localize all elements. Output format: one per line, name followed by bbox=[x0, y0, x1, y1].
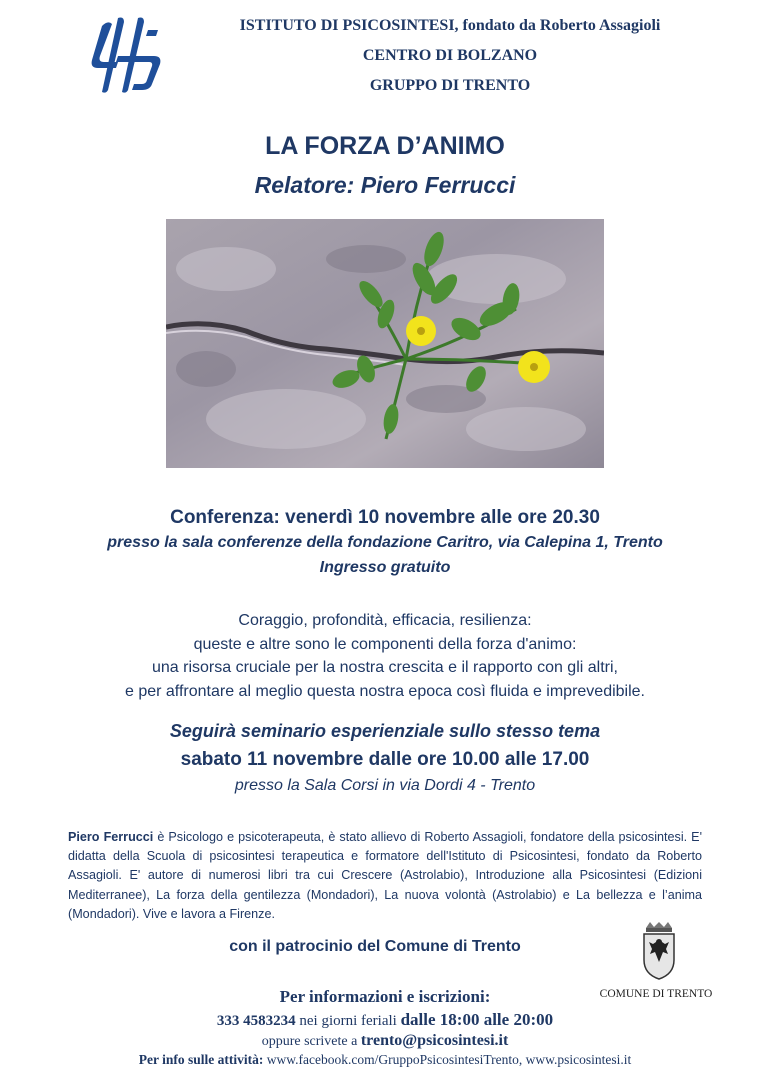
info-email-line bbox=[0, 1032, 770, 1050]
event-description bbox=[0, 609, 770, 703]
description-line: e per affrontare al meglio questa nostra epoca così fluida e imprevedibile. bbox=[124, 682, 645, 700]
web-links[interactable]: www.facebook.com/GruppoPsicosintesiTrento, www.psicosintesi.it bbox=[263, 1052, 632, 1067]
header-institute: ISTITUTO DI PSICOSINTESI, fondato da Roberto Assagioli bbox=[239, 17, 661, 34]
phone-number[interactable]: 333 4583234 bbox=[216, 1013, 296, 1029]
page-title: LA FORZA D’ANIMO bbox=[265, 132, 505, 160]
info-phone-line bbox=[0, 1010, 770, 1030]
header-group: GRUPPO DI TRENTO bbox=[369, 77, 531, 94]
info-web-line bbox=[0, 1052, 770, 1068]
description-line: queste e altre sono le componenti della forza d'animo: bbox=[193, 635, 577, 653]
conference-place: presso la sala conferenze della fondazione Caritro, via Calepina 1, Trento bbox=[107, 534, 663, 551]
phone-suffix: nei giorni feriali bbox=[295, 1013, 401, 1029]
conference-entry: Ingresso gratuito bbox=[319, 559, 451, 576]
seminar-place: presso la Sala Corsi in via Dordi 4 - Trento bbox=[234, 777, 536, 794]
patronage-text: con il patrocinio del Comune di Trento bbox=[229, 938, 521, 955]
comune-label: COMUNE DI TRENTO bbox=[599, 988, 713, 1000]
speaker-subtitle: Relatore: Piero Ferrucci bbox=[254, 172, 516, 198]
bio-name: Piero Ferrucci bbox=[68, 830, 154, 844]
email-link[interactable]: trento@psicosintesi.it bbox=[360, 1032, 509, 1049]
speaker-bio bbox=[68, 828, 702, 924]
bio-text: è Psicologo e psicoterapeuta, è stato allievo di Roberto Assagioli, fondatore della psicosintesi. E' didatta della Scuola di psicosintesi terapeutica e formatore dell'Istituto di Psicosintesi, fondato da Roberto Assagioli. E' autore di numerosi libri tra cui Crescere (Astrolabio), Introduzione alla Psicosintesi (Edizioni Mediterranee), La forza della gentilezza (Mondadori), La nuova volontà (Astrolabio) e La bellezza e l’anima (Mondadori). Vive e lavora a Firenze. bbox=[68, 830, 702, 921]
phone-hours: dalle 18:00 alle 20:00 bbox=[400, 1010, 554, 1029]
web-label: Per info sulle attività: bbox=[138, 1052, 264, 1067]
description-line: Coraggio, profondità, efficacia, resilienza: bbox=[238, 612, 532, 629]
conference-date: Conferenza: venerdì 10 novembre alle ore 20.30 bbox=[170, 507, 600, 528]
plant-in-rock-photo bbox=[166, 219, 604, 468]
description-line: una risorsa cruciale per la nostra crescita e il rapporto con gli altri, bbox=[152, 659, 618, 676]
seminar-title: Seguirà seminario esperienziale sullo stesso tema bbox=[169, 721, 601, 741]
trento-coat-of-arms bbox=[640, 922, 678, 980]
psicosintesi-logo bbox=[88, 16, 164, 94]
email-prefix: oppure scrivete a bbox=[261, 1034, 361, 1049]
seminar-date: sabato 11 novembre dalle ore 10.00 alle 17.00 bbox=[180, 749, 590, 770]
header-center: CENTRO DI BOLZANO bbox=[362, 47, 538, 64]
info-heading: Per informazioni e iscrizioni: bbox=[279, 987, 491, 1006]
